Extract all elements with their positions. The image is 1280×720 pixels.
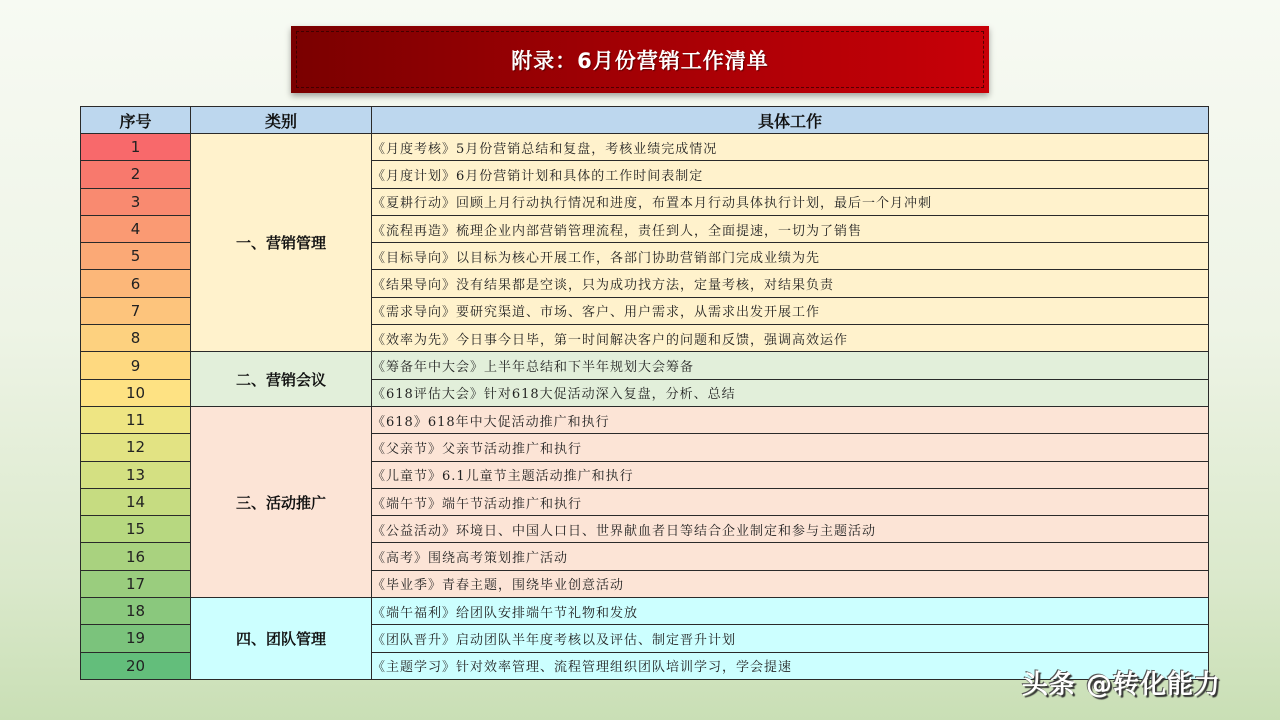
watermark: 头条 @转化能力 (1022, 670, 1222, 700)
task-cell: 《高考》围绕高考策划推广活动 (372, 543, 1209, 570)
task-cell: 《端午节》端午节活动推广和执行 (372, 488, 1209, 515)
row-number: 15 (81, 516, 191, 543)
row-number: 12 (81, 434, 191, 461)
row-number: 1 (81, 134, 191, 161)
row-number: 11 (81, 406, 191, 433)
row-number: 2 (81, 161, 191, 188)
task-cell: 《618》618年中大促活动推广和执行 (372, 406, 1209, 433)
row-number: 7 (81, 297, 191, 324)
task-cell: 《效率为先》今日事今日毕，第一时间解决客户的问题和反馈，强调高效运作 (372, 325, 1209, 352)
table-row (81, 134, 1209, 161)
row-number: 19 (81, 625, 191, 652)
task-cell: 《筹备年中大会》上半年总结和下半年规划大会筹备 (372, 352, 1209, 379)
category-cell: 四、团队管理 (191, 598, 372, 680)
category-cell: 二、营销会议 (191, 352, 372, 407)
table-row (81, 406, 1209, 433)
task-cell: 《结果导向》没有结果都是空谈，只为成功找方法，定量考核，对结果负责 (372, 270, 1209, 297)
task-cell: 《流程再造》梳理企业内部营销管理流程，责任到人，全面提速，一切为了销售 (372, 215, 1209, 242)
task-cell: 《团队晋升》启动团队半年度考核以及评估、制定晋升计划 (372, 625, 1209, 652)
header-category: 类别 (191, 107, 372, 134)
task-cell: 《月度计划》6月份营销计划和具体的工作时间表制定 (372, 161, 1209, 188)
table-row (81, 352, 1209, 379)
task-cell: 《月度考核》5月份营销总结和复盘，考核业绩完成情况 (372, 134, 1209, 161)
task-cell: 《端午福利》给团队安排端午节礼物和发放 (372, 598, 1209, 625)
task-cell: 《毕业季》青春主题，围绕毕业创意活动 (372, 570, 1209, 597)
task-cell: 《需求导向》要研究渠道、市场、客户、用户需求，从需求出发开展工作 (372, 297, 1209, 324)
row-number: 8 (81, 325, 191, 352)
row-number: 16 (81, 543, 191, 570)
row-number: 18 (81, 598, 191, 625)
row-number: 17 (81, 570, 191, 597)
row-number: 6 (81, 270, 191, 297)
row-number: 3 (81, 188, 191, 215)
row-number: 10 (81, 379, 191, 406)
row-number: 20 (81, 652, 191, 679)
page-title: 附录：6月份营销工作清单 (511, 48, 769, 73)
header-task: 具体工作 (372, 107, 1209, 134)
category-cell: 一、营销管理 (191, 134, 372, 352)
task-cell: 《目标导向》以目标为核心开展工作，各部门协助营销部门完成业绩为先 (372, 243, 1209, 270)
table-row (81, 598, 1209, 625)
work-plan-table (80, 106, 1209, 680)
table-body (81, 134, 1209, 680)
task-cell: 《夏耕行动》回顾上月行动执行情况和进度，布置本月行动具体执行计划，最后一个月冲刺 (372, 188, 1209, 215)
row-number: 14 (81, 488, 191, 515)
header-num: 序号 (81, 107, 191, 134)
row-number: 13 (81, 461, 191, 488)
category-cell: 三、活动推广 (191, 406, 372, 597)
row-number: 9 (81, 352, 191, 379)
title-banner (291, 26, 989, 93)
row-number: 4 (81, 215, 191, 242)
task-cell: 《儿童节》6.1儿童节主题活动推广和执行 (372, 461, 1209, 488)
task-cell: 《主题学习》针对效率管理、流程管理组织团队培训学习，学会提速 (372, 652, 1209, 679)
task-cell: 《618评估大会》针对618大促活动深入复盘，分析、总结 (372, 379, 1209, 406)
task-cell: 《公益活动》环境日、中国人口日、世界献血者日等结合企业制定和参与主题活动 (372, 516, 1209, 543)
table-header-row (81, 107, 1209, 134)
task-cell: 《父亲节》父亲节活动推广和执行 (372, 434, 1209, 461)
row-number: 5 (81, 243, 191, 270)
